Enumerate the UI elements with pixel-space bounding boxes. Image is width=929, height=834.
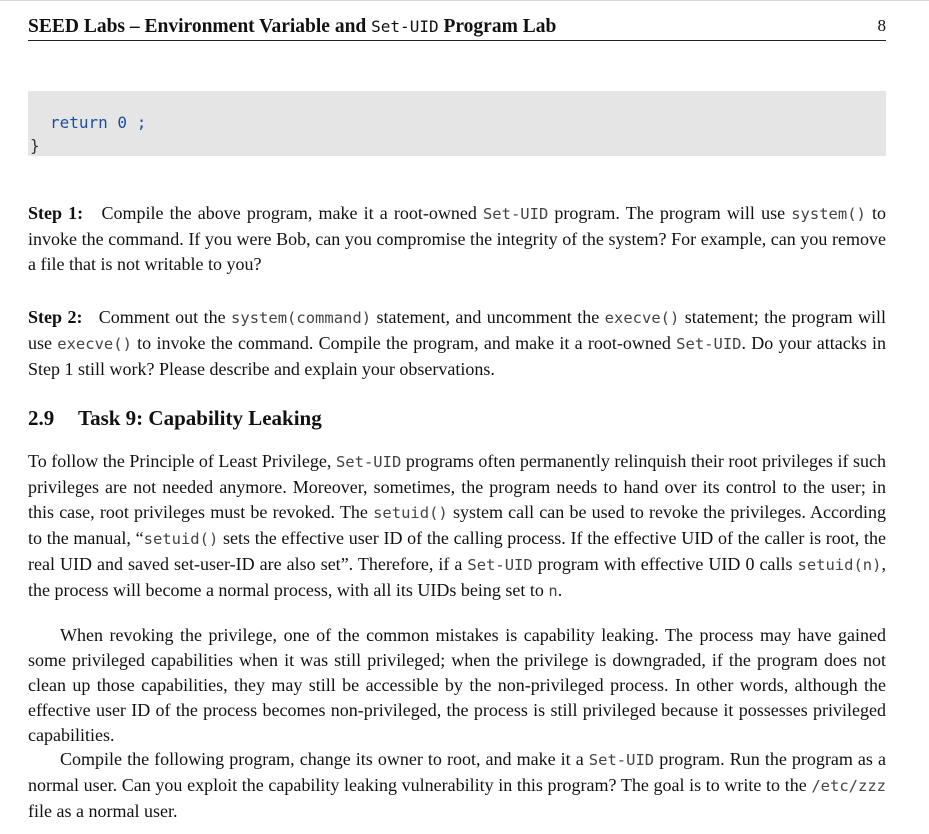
inline-code: setuid() (143, 530, 219, 548)
body-paragraph-3 (28, 747, 886, 824)
header-title-part: SEED Labs – Environment Variable and (28, 16, 372, 37)
inline-code: execve() (57, 335, 132, 353)
inline-code: Set-UID (467, 556, 533, 574)
header-title-part: Program Lab (438, 16, 557, 37)
section-title: Task 9: Capability Leaking (78, 406, 322, 430)
text: to invoke the command. If you were Bob, can you compromise the integrity of the system? For example, can you remove a file that is not writable to you? (28, 203, 886, 274)
inline-code: Set-UID (676, 335, 742, 353)
inline-code: n (548, 582, 558, 600)
page-number: 8 (877, 16, 886, 35)
section-heading (28, 406, 322, 431)
code-line: } (30, 136, 40, 155)
text: sets the effective user ID of the calling process. If the effective UID of the caller is root, the real UID and saved set-user-ID are also set”. Therefore, if a (28, 528, 886, 574)
text: program with effective UID 0 calls (532, 554, 798, 574)
step-1-label: Step 1: (28, 203, 84, 223)
page-header (28, 16, 886, 41)
text: program. Run the program as a normal user. Can you exploit the capability leaking vulnerability in this program? The goal is to write to the (28, 749, 886, 795)
text: Compile the following program, change its owner to root, and make it a (60, 749, 589, 769)
inline-code: setuid(n) (797, 556, 882, 574)
inline-code: Set-UID (588, 751, 655, 769)
text: file as a normal user. (28, 801, 178, 821)
body-paragraph-2: When revoking the privilege, one of the common mistakes is capability leaking. The process may have gained some privileged capabilities when it was still privileged; when the privilege is downgraded, if the program does not clean up those capabilities, they may still be accessible by the non-privileged process. In other words, although the effective user ID of the process becomes non-privileged, the process is still privileged because it possesses privileged capabilities. (28, 625, 886, 745)
inline-code: system() (791, 205, 866, 223)
step-2-paragraph (28, 305, 886, 382)
step-2-label: Step 2: (28, 307, 83, 327)
text: , the process will become a normal process, with all its UIDs being set to (28, 554, 886, 600)
header-title (28, 16, 556, 38)
inline-code: /etc/zzz (811, 777, 886, 795)
inline-code: Set-UID (335, 453, 402, 471)
text: Compile the above program, make it a root-owned (101, 203, 483, 223)
inline-code: execve() (604, 309, 680, 327)
inline-code: Set-UID (482, 205, 549, 223)
text: system call can be used to revoke the privileges. According to the manual, “ (28, 502, 886, 548)
text: . (557, 580, 563, 600)
text: Comment out the (98, 307, 232, 327)
inline-code: system(command) (231, 309, 372, 327)
text: programs often permanently relinquish their root privileges if such privileges are not needed anymore. Moreover, sometimes, the program needs to hand over its control to the user; in this case, root privileges must be revoked. The (28, 451, 887, 522)
text: to invoke the command. Compile the program, and make it a root-owned (131, 333, 677, 353)
text: . Do your attacks in Step 1 still work? Please describe and explain your observations. (28, 333, 887, 379)
header-title-mono: Set-UID (371, 17, 439, 36)
inline-code: setuid() (373, 504, 448, 522)
step-1-paragraph (28, 201, 886, 277)
section-number: 2.9 (28, 406, 55, 430)
code-line: return 0 ; (50, 113, 147, 132)
text: program. The program will use (548, 203, 792, 223)
text: To follow the Principle of Least Privilege, (28, 451, 336, 471)
body-paragraph-1 (28, 449, 886, 604)
text: statement, and uncomment the (371, 307, 605, 327)
code-block (28, 91, 886, 156)
top-divider (0, 0, 929, 1)
text: statement; the program will use (28, 307, 887, 353)
